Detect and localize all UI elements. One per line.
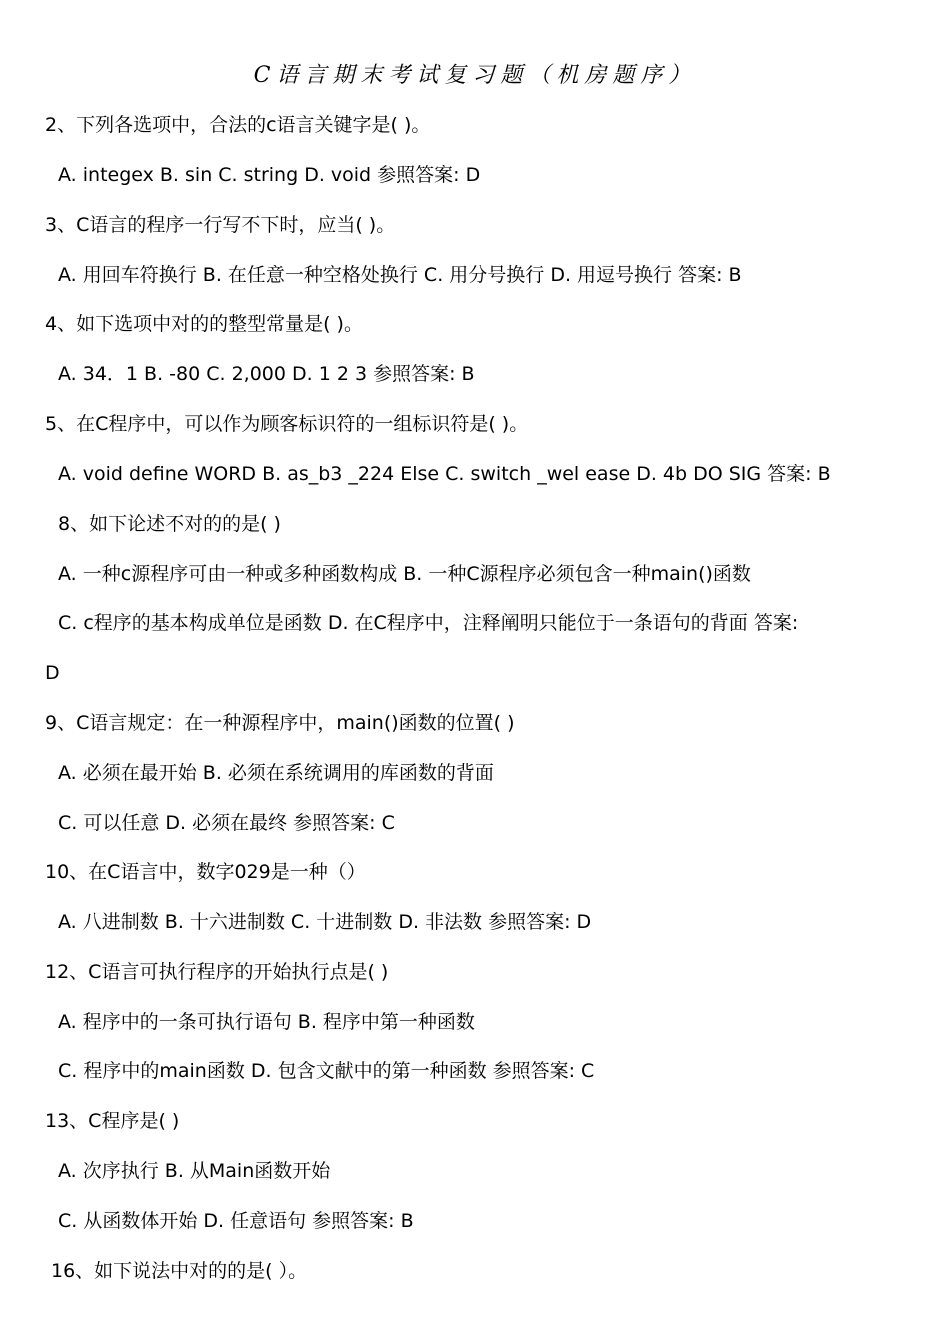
question-12: 12、C语言可执行程序的开始执行点是( ) xyxy=(45,961,389,983)
question-9-options-ab: A. 必须在最开始 B. 必须在系统调用的库函数的背面 xyxy=(58,762,494,784)
question-4: 4、如下选项中对的的整型常量是( )。 xyxy=(45,313,363,335)
document-title: C语言期末考试复习题（机房题序） xyxy=(253,63,697,88)
question-8-options-ab: A. 一种c源程序可由一种或多种函数构成 B. 一种C源程序必须包含一种main()函数 xyxy=(58,563,751,585)
question-3-options: A. 用回车符换行 B. 在任意一种空格处换行 C. 用分号换行 D. 用逗号换行 答案: B xyxy=(58,264,742,286)
question-8-options-cd: C. c程序的基本构成单位是函数 D. 在C程序中，注释阐明只能位于一条语句的背面 答案: xyxy=(58,612,799,634)
question-8: 8、如下论述不对的的是( ) xyxy=(58,513,281,535)
question-5: 5、在C程序中，可以作为顾客标识符的一组标识符是( )。 xyxy=(45,413,529,435)
question-3: 3、C语言的程序一行写不下时，应当( )。 xyxy=(45,214,396,236)
question-10: 10、在C语言中，数字029是一种（） xyxy=(45,861,366,883)
question-12-options-ab: A. 程序中的一条可执行语句 B. 程序中第一种函数 xyxy=(58,1011,475,1033)
question-2: 2、下列各选项中，合法的c语言关键字是( )。 xyxy=(45,114,431,136)
question-9: 9、C语言规定：在一种源程序中，main()函数的位置( ) xyxy=(45,712,515,734)
question-16: 16、如下说法中对的的是( ）。 xyxy=(51,1260,308,1282)
question-4-options: A. 34．1 B. -80 C. 2,000 D. 1 2 3 参照答案: B xyxy=(58,363,475,385)
question-10-options: A. 八进制数 B. 十六进制数 C. 十进制数 D. 非法数 参照答案: D xyxy=(58,911,592,933)
question-13-options-cd: C. 从函数体开始 D. 任意语句 参照答案: B xyxy=(58,1210,414,1232)
question-5-options: A. void define WORD B. as_b3 _224 Else C. switch _wel ease D. 4b DO SIG 答案: B xyxy=(58,463,831,485)
question-9-options-cd: C. 可以任意 D. 必须在最终 参照答案: C xyxy=(58,812,395,834)
question-8-answer: D xyxy=(45,662,60,684)
question-13: 13、C程序是( ) xyxy=(45,1110,180,1132)
question-13-options-ab: A. 次序执行 B. 从Main函数开始 xyxy=(58,1160,331,1182)
question-12-options-cd: C. 程序中的main函数 D. 包含文献中的第一种函数 参照答案: C xyxy=(58,1060,595,1082)
question-2-options: A. integex B. sin C. string D. void 参照答案: D xyxy=(58,164,481,186)
